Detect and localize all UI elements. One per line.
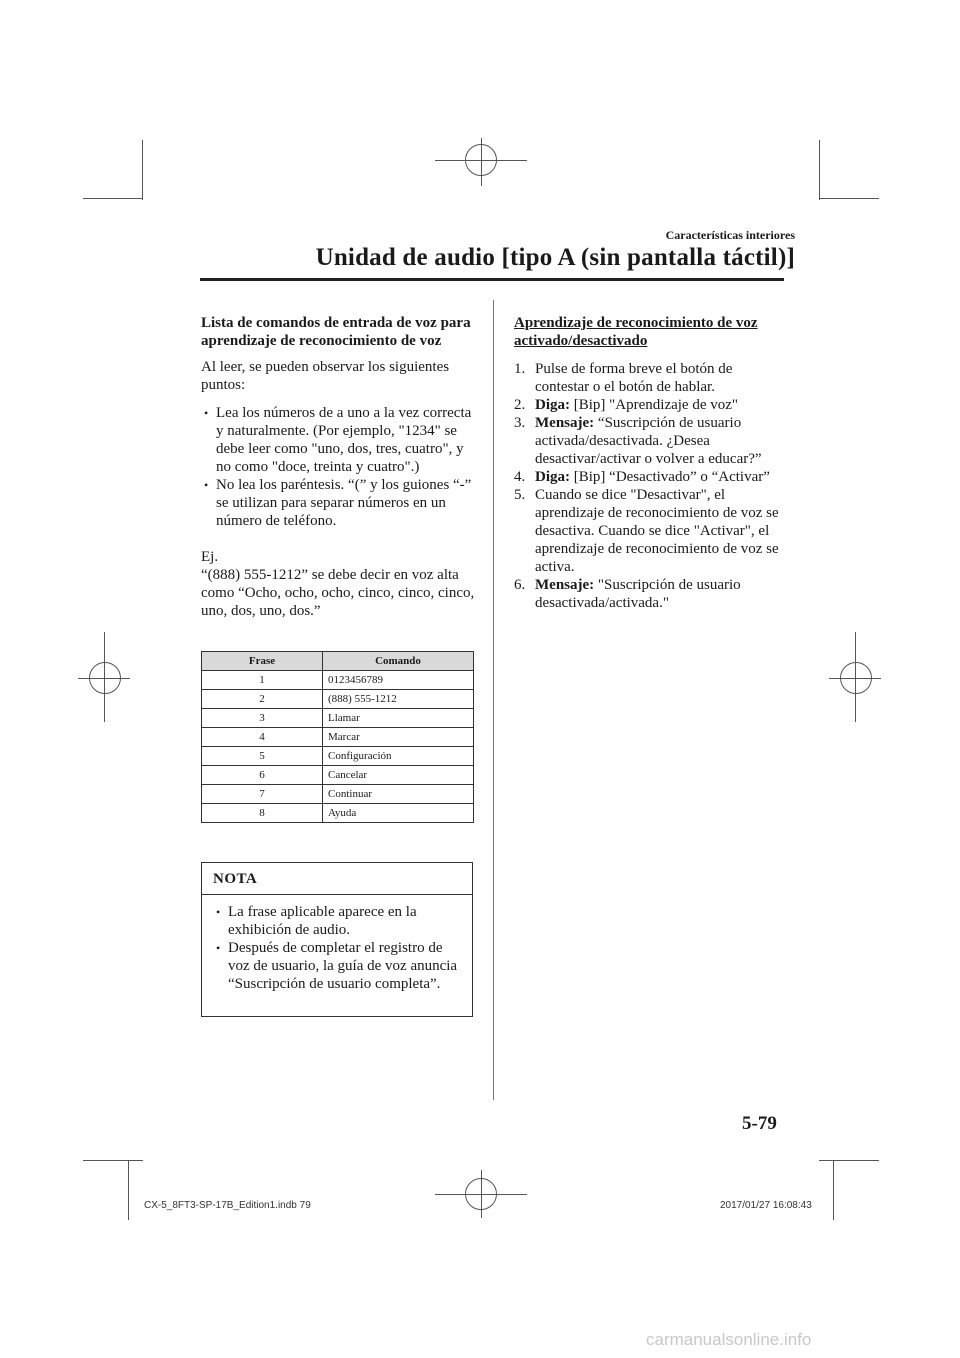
header-rule: [200, 278, 784, 281]
step-number: 6.: [514, 577, 526, 593]
step-item: [514, 486, 784, 576]
step-item: [514, 414, 784, 468]
table-row: [202, 709, 474, 728]
example-text: “(888) 555-1212” se debe decir en voz alta como “Ocho, ocho, ocho, cinco, cinco, cinco, uno, dos, uno, dos.”: [201, 567, 475, 619]
step-item: [514, 468, 784, 486]
note-title: NOTA: [213, 871, 258, 887]
command-table: [201, 651, 474, 823]
phrase-number: 7: [202, 785, 323, 804]
step-item: [514, 576, 784, 612]
step-item: [514, 396, 784, 414]
phrase-number: 1: [202, 671, 323, 690]
step-number: 5.: [514, 487, 526, 503]
note-divider: [202, 894, 472, 895]
step-text: Cuando se dice "Desactivar", el aprendizaje de reconocimiento de voz se desactiva. Cuando se dice "Activar", el aprendizaje de reconocimiento de voz se activa.: [535, 487, 779, 575]
step-number: 4.: [514, 469, 526, 485]
step-text: "Suscripción de usuario desactivada/activada.": [535, 577, 741, 611]
column-divider: [493, 300, 494, 1100]
phrase-number: 2: [202, 690, 323, 709]
watermark: carmanualsonline.info: [646, 1330, 812, 1349]
step-text: “Suscripción de usuario activada/desactivada. ¿Desea desactivar/activar o volver a educar?”: [535, 415, 762, 467]
section-label: Características interiores: [665, 228, 795, 242]
table-row: [202, 785, 474, 804]
phrase-number: 5: [202, 747, 323, 766]
phrase-number: 4: [202, 728, 323, 747]
intro-paragraph: Al leer, se pueden observar los siguientes puntos:: [201, 359, 450, 393]
table-header-row: [202, 652, 474, 671]
command-text: (888) 555-1212: [323, 690, 474, 709]
step-label: Diga:: [535, 469, 570, 485]
bullet-item: • No lea los paréntesis. “(” y los guiones “-” se utilizan para separar números en un número de teléfono.: [201, 476, 475, 530]
page-number: 5-79: [742, 1113, 777, 1134]
step-label: Diga:: [535, 397, 570, 413]
step-text: [Bip] “Desactivado” o “Activar”: [570, 469, 770, 485]
command-text: 0123456789: [323, 671, 474, 690]
step-label: Mensaje:: [535, 577, 595, 593]
table-row: [202, 747, 474, 766]
step-text: Pulse de forma breve el botón de contestar o el botón de hablar.: [535, 361, 733, 395]
table-row: [202, 766, 474, 785]
table-row: [202, 671, 474, 690]
example-block: [201, 548, 475, 620]
footer-file-info: CX-5_8FT3-SP-17B_Edition1.indb 79: [144, 1200, 311, 1211]
left-column: [201, 314, 475, 620]
step-number: 1.: [514, 361, 526, 377]
command-text: Ayuda: [323, 804, 474, 823]
command-text: Llamar: [323, 709, 474, 728]
step-text: [Bip] "Aprendizaje de voz": [570, 397, 739, 413]
step-number: 3.: [514, 415, 526, 431]
note-item: • La frase aplicable aparece en la exhibición de audio.: [213, 903, 463, 939]
footer-timestamp: 2017/01/27 16:08:43: [720, 1200, 812, 1211]
right-heading: Aprendizaje de reconocimiento de voz activado/desactivado: [514, 315, 758, 349]
phrase-number: 8: [202, 804, 323, 823]
header-comando: Comando: [323, 652, 474, 671]
note-list: [213, 903, 463, 993]
step-label: Mensaje:: [535, 415, 595, 431]
phrase-number: 6: [202, 766, 323, 785]
right-column: [514, 314, 784, 612]
page-title: Unidad de audio [tipo A (sin pantalla táctil)]: [315, 244, 795, 271]
phrase-number: 3: [202, 709, 323, 728]
table-row: [202, 728, 474, 747]
command-text: Cancelar: [323, 766, 474, 785]
left-heading: Lista de comandos de entrada de voz para aprendizaje de reconocimiento de voz: [201, 315, 471, 349]
step-item: [514, 360, 784, 396]
command-text: Marcar: [323, 728, 474, 747]
command-text: Configuración: [323, 747, 474, 766]
table-row: [202, 804, 474, 823]
header-frase: Frase: [202, 652, 323, 671]
note-box: [201, 862, 473, 1017]
example-label: Ej.: [201, 549, 219, 565]
note-item: • Después de completar el registro de voz de usuario, la guía de voz anuncia “Suscripción de usuario completa”.: [213, 939, 463, 993]
command-text: Continuar: [323, 785, 474, 804]
table-row: [202, 690, 474, 709]
bullet-item: • Lea los números de a uno a la vez correcta y naturalmente. (Por ejemplo, "1234" se debe leer como "uno, dos, tres, cuatro", y no como "doce, treinta y cuatro".): [201, 404, 475, 476]
step-number: 2.: [514, 397, 526, 413]
